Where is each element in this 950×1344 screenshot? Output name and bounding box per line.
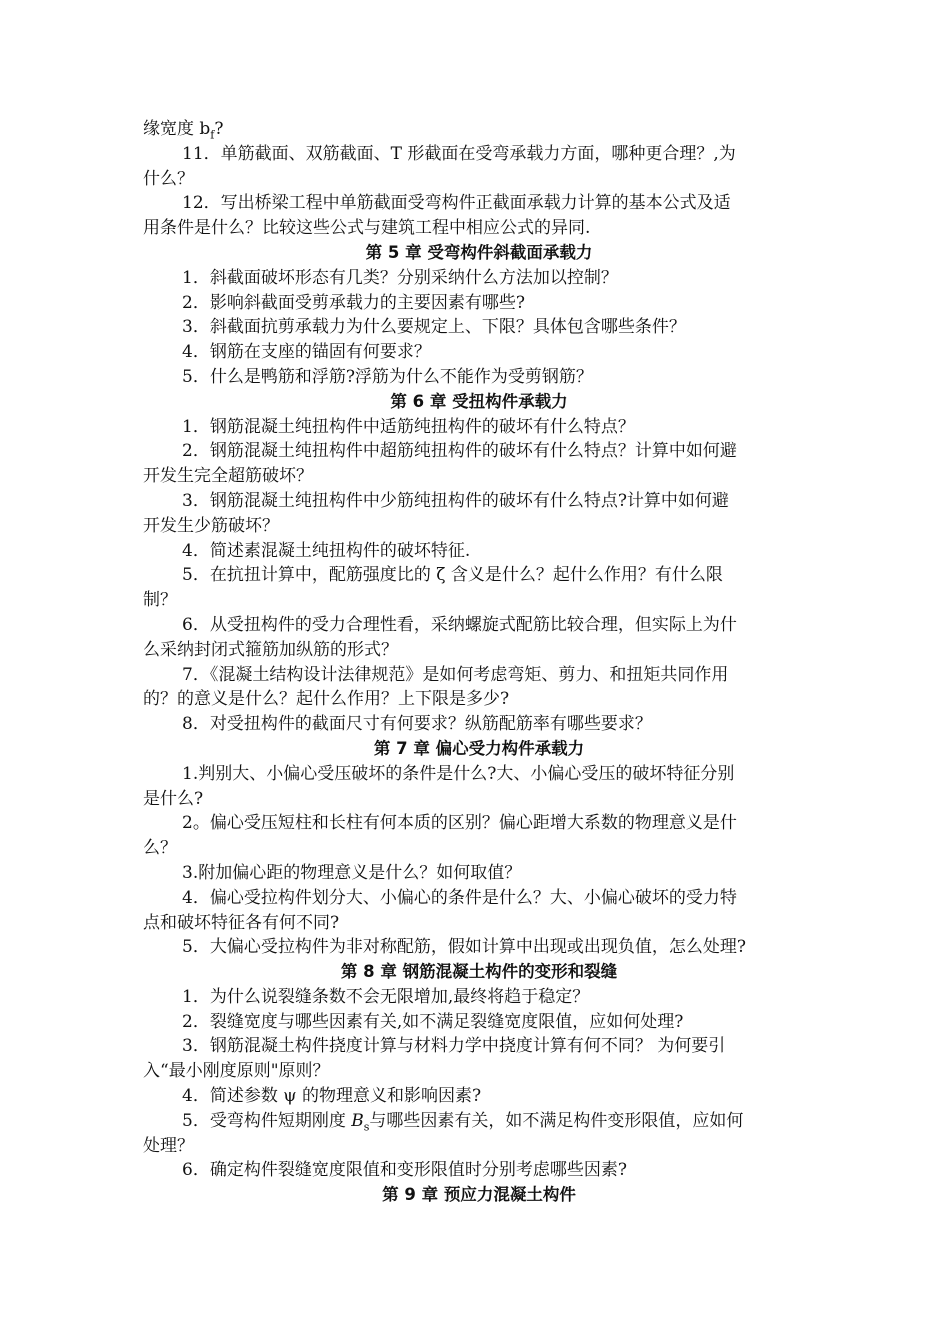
text-line: 什么？ xyxy=(143,168,194,189)
text-line xyxy=(0,1109,950,1134)
text-line: 3．钢筋混凝土纯扭构件中少筋纯扭构件的破坏有什么特点?计算中如何避 xyxy=(182,490,729,511)
text-line: 6．确定构件裂缝宽度限值和变形限值时分别考虑哪些因素? xyxy=(182,1160,627,1181)
text-line: 4．简述素混凝土纯扭构件的破坏特征. xyxy=(182,540,471,561)
text-line: 3．钢筋混凝土构件挠度计算与材料力学中挠度计算有何不同？ 为何要引 xyxy=(182,1036,726,1057)
text-line: 1.判别大、小偏心受压破坏的条件是什么?大、小偏心受压的破坏特征分别 xyxy=(182,763,735,784)
text-line: 7．《混凝土结构设计法律规范》是如何考虑弯矩、剪力、和扭矩共同作用 xyxy=(182,664,729,685)
text-line: 6．从受扭构件的受力合理性看，采纳螺旋式配筋比较合理，但实际上为什 xyxy=(182,614,737,635)
text-line: 4．简述参数 ψ 的物理意义和影响因素? xyxy=(182,1086,482,1107)
text-line: 入“最小刚度原则"原则？ xyxy=(143,1061,330,1082)
chapter-heading: 第 8 章 钢筋混凝土构件的变形和裂缝 xyxy=(340,962,618,982)
line-text: 5．受弯构件短期刚度 xyxy=(182,1110,352,1131)
text-line: 5．什么是鸭筋和浮筋?浮筋为什么不能作为受剪钢筋？ xyxy=(182,366,593,387)
subscript: f xyxy=(210,128,215,142)
text-line: 开发生完全超筋破坏？ xyxy=(143,466,313,487)
math-symbol: B xyxy=(351,1110,364,1131)
text-line: 2．钢筋混凝土纯扭构件中超筋纯扭构件的破坏有什么特点？计算中如何避 xyxy=(182,441,737,462)
text-line: 1．为什么说裂缝条数不会无限增加,最终将趋于稳定？ xyxy=(182,986,590,1007)
text-line: 11．单筋截面、双筋截面、T 形截面在受弯承载力方面，哪种更合理？,为 xyxy=(182,143,736,164)
text-line: 3.附加偏心距的物理意义是什么？如何取值？ xyxy=(182,862,522,883)
subscript: s xyxy=(363,1120,370,1134)
text-line: 处理？ xyxy=(143,1135,194,1156)
text-line: 么采纳封闭式箍筋加纵筋的形式？ xyxy=(143,639,398,660)
text-line: 1．斜截面破坏形态有几类？分别采纳什么方法加以控制？ xyxy=(182,267,618,288)
chapter-heading: 第 5 章 受弯构件斜截面承载力 xyxy=(365,242,593,262)
line-text: 与哪些因素有关，如不满足构件变形限值，应如何 xyxy=(369,1110,744,1131)
text-line: 5．大偏心受拉构件为非对称配筋，假如计算中出现或出现负值，怎么处理? xyxy=(182,937,746,958)
text-line: 2。偏心受压短柱和长柱有何本质的区别？偏心距增大系数的物理意义是什 xyxy=(182,813,737,834)
text-line: 用条件是什么？比较这些公式与建筑工程中相应公式的异同. xyxy=(143,218,591,239)
text-line: 制？ xyxy=(143,590,177,611)
text-line: 是什么? xyxy=(143,788,204,809)
text-line: 1．钢筋混凝土纯扭构件中适筋纯扭构件的破坏有什么特点？ xyxy=(182,416,635,437)
text-line: 4．钢筋在支座的锚固有何要求？ xyxy=(182,342,431,363)
text-line: 么？ xyxy=(143,838,177,859)
text-line: 的？的意义是什么？起什么作用？上下限是多少? xyxy=(143,689,510,710)
text-line: 点和破坏特征各有何不同? xyxy=(143,912,340,933)
line-text: 缘宽度 b xyxy=(143,119,211,139)
chapter-heading: 第 7 章 偏心受力构件承载力 xyxy=(373,738,585,758)
text-line: 开发生少筋破坏？ xyxy=(143,515,279,536)
text-line: 12．写出桥梁工程中单筋截面受弯构件正截面承载力计算的基本公式及适 xyxy=(182,193,731,214)
text-line: 4．偏心受拉构件划分大、小偏心的条件是什么？大、小偏心破坏的受力特 xyxy=(182,887,737,908)
text-line xyxy=(0,117,950,142)
text-line: 8．对受扭构件的截面尺寸有何要求？纵筋配筋率有哪些要求？ xyxy=(182,714,652,735)
text-line: 3．斜截面抗剪承载力为什么要规定上、下限？具体包含哪些条件？ xyxy=(182,317,686,338)
chapter-heading: 第 6 章 受扭构件承载力 xyxy=(390,391,568,411)
text-line: 2．裂缝宽度与哪些因素有关,如不满足裂缝宽度限值，应如何处理? xyxy=(182,1011,684,1032)
text-line: 2．影响斜截面受剪承载力的主要因素有哪些? xyxy=(182,292,525,313)
line-text: ? xyxy=(214,119,224,139)
document-page xyxy=(0,117,950,1208)
chapter-heading: 第 9 章 预应力混凝土构件 xyxy=(382,1185,576,1205)
text-line: 5．在抗扭计算中，配筋强度比的 ζ 含义是什么？起什么作用？有什么限 xyxy=(182,565,723,586)
